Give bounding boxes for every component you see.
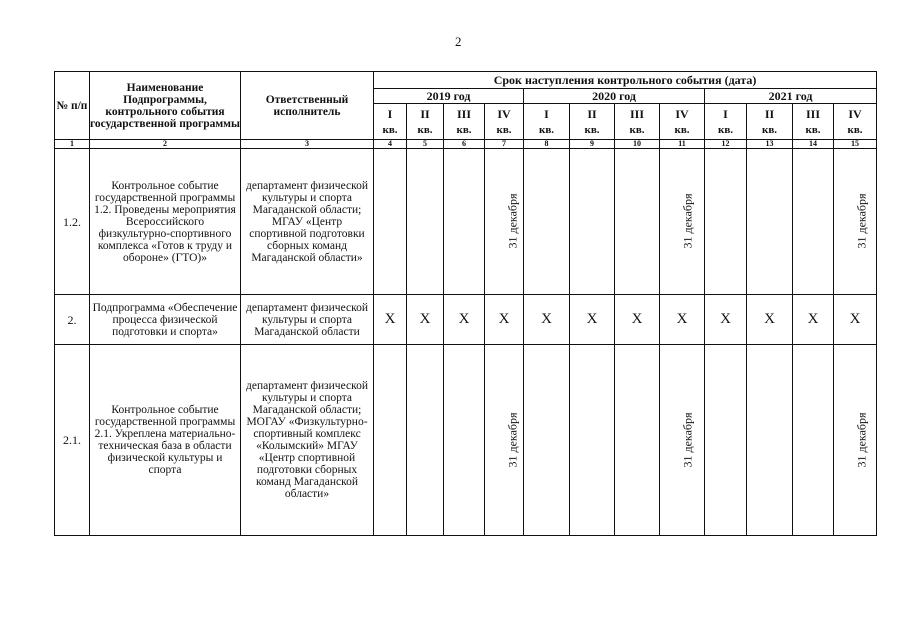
quarter-suffix: кв. — [456, 123, 472, 136]
column-number: 15 — [834, 140, 877, 149]
deadline-cell — [524, 345, 570, 536]
row-executor-text: департамент физической культуры и спорта Магаданской области; МОГАУ «Физкультурно-спортивный комплекс «Колымский» МГАУ «Центр спортивной подготовки сборных команд Магаданской области» — [245, 380, 368, 500]
row-number-text: 1.2. — [63, 214, 81, 229]
row-executor — [241, 345, 374, 536]
deadline-cell — [834, 149, 877, 295]
column-number: 7 — [485, 140, 524, 149]
row-number-text: 2.1. — [63, 433, 81, 447]
quarter-numeral: III — [456, 106, 471, 121]
deadline-cell — [747, 149, 793, 295]
quarter-header — [524, 104, 570, 140]
column-number: 13 — [747, 140, 793, 149]
row-executor — [241, 149, 374, 295]
column-number: 10 — [615, 140, 660, 149]
row-name — [90, 295, 241, 345]
row-executor — [241, 295, 374, 345]
column-number: 2 — [90, 140, 241, 149]
quarter-suffix: кв. — [584, 123, 600, 136]
column-number: 5 — [407, 140, 444, 149]
quarter-numeral: III — [629, 106, 644, 121]
row-number — [55, 149, 90, 295]
deadline-cell — [660, 295, 705, 345]
column-number: 14 — [793, 140, 834, 149]
deadline-cell — [374, 149, 407, 295]
deadline-cell — [705, 345, 747, 536]
column-number: 11 — [660, 140, 705, 149]
quarter-header — [407, 104, 444, 140]
quarter-suffix: кв. — [496, 123, 512, 136]
row-number — [55, 345, 90, 536]
year-2020-header: 2020 год — [524, 89, 705, 104]
page-number: 2 — [455, 34, 462, 49]
deadline-cell — [485, 149, 524, 295]
deadline-cell — [485, 295, 524, 345]
deadline-cell — [407, 149, 444, 295]
row-number-text: 2. — [67, 312, 77, 327]
quarter-header — [793, 104, 834, 140]
deadline-cell — [444, 295, 485, 345]
deadline-cell — [570, 345, 615, 536]
column-number: 12 — [705, 140, 747, 149]
not-applicable-mark: X — [720, 311, 731, 327]
row-executor-text: департамент физической культуры и спорта Магаданской области; МГАУ «Центр спортивной подготовки сборных команд Магаданской области» — [245, 179, 368, 264]
deadline-cell — [793, 295, 834, 345]
quarter-header — [485, 104, 524, 140]
not-applicable-mark: X — [541, 311, 552, 327]
not-applicable-mark: X — [676, 311, 688, 327]
quarter-numeral: IV — [848, 106, 862, 121]
deadline-cell — [834, 295, 877, 345]
quarter-suffix: кв. — [717, 123, 734, 136]
control-events-table — [54, 71, 877, 536]
quarter-numeral: I — [387, 106, 393, 121]
deadline-cell — [524, 149, 570, 295]
not-applicable-mark: X — [764, 311, 775, 327]
deadline-cell — [834, 345, 877, 536]
deadline-cell — [444, 345, 485, 536]
not-applicable-mark: X — [586, 311, 598, 327]
quarter-numeral: II — [420, 106, 430, 121]
column-number: 4 — [374, 140, 407, 149]
deadline-cell — [444, 149, 485, 295]
quarter-header — [705, 104, 747, 140]
not-applicable-mark: X — [458, 311, 470, 327]
deadline-cell — [524, 295, 570, 345]
quarter-suffix: кв. — [847, 123, 863, 136]
not-applicable-mark: X — [384, 311, 396, 327]
quarter-suffix: кв. — [805, 123, 821, 136]
deadline-cell — [747, 295, 793, 345]
deadline-cell — [374, 345, 407, 536]
deadline-date: 31 декабря — [854, 193, 869, 249]
name-col-header: Наименование Подпрограммы, контрольного события государственной программы — [90, 72, 241, 140]
deadline-cell — [705, 149, 747, 295]
column-number: 1 — [55, 140, 90, 149]
quarter-numeral: IV — [675, 106, 689, 121]
deadline-cell — [485, 345, 524, 536]
deadline-cell — [615, 345, 660, 536]
row-executor-text: департамент физической культуры и спорта Магаданской области — [245, 301, 368, 338]
deadline-cell — [660, 149, 705, 295]
row-name-text: Подпрограмма «Обеспечение процесса физической подготовки и спорта» — [92, 301, 238, 338]
row-name — [90, 149, 241, 295]
deadline-date: 31 декабря — [505, 193, 520, 249]
quarter-suffix: кв. — [417, 123, 433, 136]
not-applicable-mark: X — [419, 311, 431, 327]
quarter-suffix: кв. — [761, 123, 778, 136]
deadline-cell — [570, 149, 615, 295]
quarter-suffix: кв. — [382, 123, 398, 136]
quarter-header — [747, 104, 793, 140]
not-applicable-mark: X — [807, 311, 819, 327]
deadline-cell — [407, 295, 444, 345]
deadline-cell — [407, 345, 444, 536]
quarter-numeral: IV — [497, 106, 511, 121]
quarter-header — [660, 104, 705, 140]
row-number — [55, 295, 90, 345]
row-name-text: Контрольное событие государственной программы 1.2. Проведены мероприятия Всероссийского физкультурно-спортивного комплекса «Готов к труду и обороне» (ГТО)» — [94, 179, 236, 264]
not-applicable-mark: X — [498, 311, 510, 327]
deadline-cell — [374, 295, 407, 345]
quarter-header — [834, 104, 877, 140]
not-applicable-mark: X — [849, 311, 861, 327]
column-number: 3 — [241, 140, 374, 149]
quarter-header — [615, 104, 660, 140]
row-name-text: Контрольное событие государственной программы 2.1. Укреплена материально-техническая база в области физической культуры и спорта — [94, 404, 236, 476]
deadline-cell — [660, 345, 705, 536]
quarter-suffix: кв. — [629, 123, 645, 136]
quarter-suffix: кв. — [538, 123, 555, 136]
year-2021-header: 2021 год — [705, 89, 877, 104]
deadline-cell — [570, 295, 615, 345]
deadline-cell — [793, 345, 834, 536]
quarter-suffix: кв. — [674, 123, 690, 136]
column-number: 6 — [444, 140, 485, 149]
quarter-numeral: I — [723, 106, 728, 121]
deadline-date: 31 декабря — [505, 411, 520, 468]
quarter-header — [374, 104, 407, 140]
column-number: 9 — [570, 140, 615, 149]
deadline-date: 31 декабря — [680, 411, 695, 468]
quarter-numeral: I — [544, 106, 549, 121]
quarter-numeral: II — [764, 106, 775, 121]
deadline-cell — [747, 345, 793, 536]
deadline-cell — [615, 295, 660, 345]
row-name — [90, 345, 241, 536]
quarter-numeral: II — [587, 106, 597, 121]
not-applicable-mark: X — [631, 311, 643, 327]
deadline-col-header: Срок наступления контрольного события (дата) — [374, 72, 877, 89]
quarter-header — [444, 104, 485, 140]
quarter-header — [570, 104, 615, 140]
executor-col-header: Ответственный исполнитель — [241, 72, 374, 140]
deadline-date: 31 декабря — [680, 193, 695, 249]
deadline-cell — [615, 149, 660, 295]
deadline-cell — [705, 295, 747, 345]
deadline-cell — [793, 149, 834, 295]
column-number: 8 — [524, 140, 570, 149]
num-col-header: № п/п — [55, 72, 90, 140]
deadline-date: 31 декабря — [854, 411, 869, 468]
year-2019-header: 2019 год — [374, 89, 524, 104]
quarter-numeral: III — [805, 106, 820, 121]
